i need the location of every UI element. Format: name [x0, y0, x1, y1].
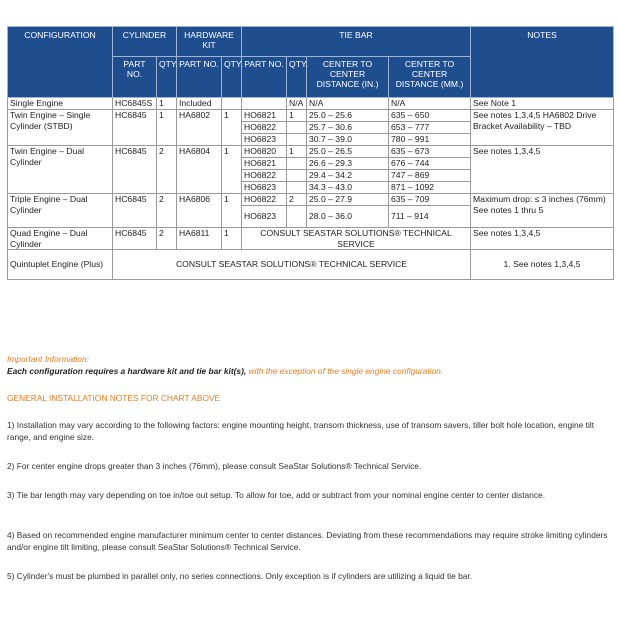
header-hardware-part-no: PART NO.	[177, 57, 222, 98]
header-center-mm: CENTER TO CENTER DISTANCE (MM.)	[389, 57, 471, 98]
center-in-cell: 25.7 – 30.6	[307, 122, 389, 134]
config-cell: Quintuplet Engine (Plus)	[8, 250, 113, 280]
center-mm-cell: 747 – 869	[389, 170, 471, 182]
cylinder-qty-cell: 2	[157, 194, 177, 228]
hardware-part-cell: HA6804	[177, 146, 222, 194]
header-notes: NOTES	[471, 27, 614, 98]
tiebar-part-cell: HO6820	[242, 146, 287, 158]
config-cell: Quad Engine – Dual Cylinder	[8, 228, 113, 250]
tiebar-qty-cell: 2	[287, 194, 307, 206]
cylinder-part-cell: HC6845	[113, 110, 157, 146]
tiebar-qty-cell: 1	[287, 146, 307, 158]
installation-notes-title: GENERAL INSTALLATION NOTES FOR CHART ABOVE	[7, 393, 221, 403]
tiebar-qty-cell	[287, 134, 307, 146]
center-in-cell: 26.6 – 29.3	[307, 158, 389, 170]
hardware-part-cell: HA6811	[177, 228, 222, 250]
notes-cell: See notes 1,3,4,5	[471, 228, 614, 250]
notes-cell: See Note 1	[471, 98, 614, 110]
center-in-cell: 30.7 – 39.0	[307, 134, 389, 146]
cylinder-qty-cell: 2	[157, 228, 177, 250]
notes-cell: 1. See notes 1,3,4,5	[471, 250, 614, 280]
header-tiebar-part-no: PART NO.	[242, 57, 287, 98]
center-in-cell: 28.0 – 36.0	[307, 206, 389, 228]
important-info-title: Important Information:	[7, 354, 89, 364]
tiebar-qty-cell	[287, 206, 307, 228]
tiebar-part-cell: HO6822	[242, 170, 287, 182]
center-mm-cell: 653 – 777	[389, 122, 471, 134]
hardware-qty-cell: 1	[222, 228, 242, 250]
table-row	[8, 110, 614, 122]
header-cylinder: CYLINDER	[113, 27, 177, 57]
hardware-part-cell: HA6802	[177, 110, 222, 146]
hardware-qty-cell: 1	[222, 194, 242, 228]
tiebar-qty-cell	[287, 182, 307, 194]
config-cell: Triple Engine – Dual Cylinder	[8, 194, 113, 228]
tiebar-qty-cell	[287, 158, 307, 170]
config-cell: Twin Engine – Single Cylinder (STBD)	[8, 110, 113, 146]
configuration-table-container	[7, 26, 613, 280]
cylinder-part-cell: HC6845	[113, 146, 157, 194]
table-row	[8, 250, 614, 280]
tiebar-part-cell: HO6822	[242, 122, 287, 134]
header-hardware-kit: HARDWARE KIT	[177, 27, 242, 57]
center-mm-cell: 635 – 650	[389, 110, 471, 122]
important-info-main: Each configuration requires a hardware kit and tie bar kit(s),	[7, 366, 247, 376]
tiebar-part-cell: HO6823	[242, 134, 287, 146]
center-in-cell: 25.0 – 27.9	[307, 194, 389, 206]
header-tie-bar: TIE BAR	[242, 27, 471, 57]
notes-cell: See notes 1,3,4,5 HA6802 Drive Bracket Availability – TBD	[471, 110, 614, 146]
center-in-cell: 34.3 – 43.0	[307, 182, 389, 194]
center-mm-cell: 711 – 914	[389, 206, 471, 228]
consult-technical-service: CONSULT SEASTAR SOLUTIONS® TECHNICAL SERVICE	[242, 228, 471, 250]
header-cylinder-qty: QTY.	[157, 57, 177, 98]
configuration-table	[7, 26, 614, 280]
consult-technical-service: CONSULT SEASTAR SOLUTIONS® TECHNICAL SERVICE	[113, 250, 471, 280]
tiebar-qty-cell: N/A	[287, 98, 307, 110]
header-tiebar-qty: QTY.	[287, 57, 307, 98]
cylinder-qty-cell: 1	[157, 98, 177, 110]
table-row	[8, 228, 614, 250]
important-info-exception: with the exception of the single engine configuration.	[246, 366, 444, 376]
tiebar-part-cell: HO6822	[242, 194, 287, 206]
hardware-qty-cell: 1	[222, 146, 242, 194]
installation-note-3: 3) Tie bar length may vary depending on toe in/toe out setup. To allow for toe, add or subtract from your nominal engine center to center distance.	[7, 490, 546, 500]
header-hardware-qty: QTY.	[222, 57, 242, 98]
installation-note-1: 1) Installation may vary according to the following factors: engine mounting height, transom thickness, use of transom savers, tiller bolt hole location, engine tilt range, and engine size.	[7, 420, 595, 442]
tiebar-part-cell	[242, 98, 287, 110]
tiebar-part-cell: HO6821	[242, 110, 287, 122]
cylinder-part-cell: HC6845	[113, 194, 157, 228]
table-row	[8, 194, 614, 206]
center-mm-cell: 780 – 991	[389, 134, 471, 146]
table-row	[8, 146, 614, 158]
center-in-cell: 25.0 – 26.5	[307, 146, 389, 158]
center-mm-cell: 635 – 673	[389, 146, 471, 158]
center-mm-cell: 635 – 709	[389, 194, 471, 206]
table-row	[8, 98, 614, 110]
hardware-part-cell: Included	[177, 98, 222, 110]
notes-cell: See notes 1,3,4,5	[471, 146, 614, 194]
config-cell: Twin Engine – Dual Cylinder	[8, 146, 113, 194]
cylinder-part-cell: HC6845	[113, 228, 157, 250]
cylinder-qty-cell: 2	[157, 146, 177, 194]
hardware-qty-cell	[222, 98, 242, 110]
cylinder-qty-cell: 1	[157, 110, 177, 146]
tiebar-part-cell: HO6823	[242, 206, 287, 228]
installation-note-4: 4) Based on recommended engine manufacturer minimum center to center distances. Deviating from these recommendations may require stroke limiting cylinders and/or engine tilt limiting, please consult SeaStar Solutions® Technical Service.	[7, 530, 608, 552]
tiebar-qty-cell	[287, 122, 307, 134]
hardware-part-cell: HA6806	[177, 194, 222, 228]
notes-cell: Maximum drop: ≤ 3 inches (76mm) See notes 1 thru 5	[471, 194, 614, 228]
center-in-cell: N/A	[307, 98, 389, 110]
hardware-qty-cell: 1	[222, 110, 242, 146]
header-center-in: CENTER TO CENTER DISTANCE (IN.)	[307, 57, 389, 98]
installation-note-2: 2) For center engine drops greater than 3 inches (76mm), please consult SeaStar Solutions® Technical Service.	[7, 461, 422, 471]
config-cell: Single Engine	[8, 98, 113, 110]
center-mm-cell: 871 – 1092	[389, 182, 471, 194]
tiebar-qty-cell	[287, 170, 307, 182]
header-configuration: CONFIGURATION	[8, 27, 113, 98]
installation-note-5: 5) Cylinder's must be plumbed in parallel only, no series connections. Only exception is if cylinders are utilizing a liquid tie bar.	[7, 571, 473, 581]
tiebar-qty-cell: 1	[287, 110, 307, 122]
header-cylinder-part-no: PART NO.	[113, 57, 157, 98]
cylinder-part-cell: HC6845S	[113, 98, 157, 110]
center-in-cell: 25.0 – 25.6	[307, 110, 389, 122]
center-mm-cell: 676 – 744	[389, 158, 471, 170]
center-mm-cell: N/A	[389, 98, 471, 110]
tiebar-part-cell: HO6823	[242, 182, 287, 194]
tiebar-part-cell: HO6821	[242, 158, 287, 170]
center-in-cell: 29.4 – 34.2	[307, 170, 389, 182]
important-info-body	[7, 365, 613, 377]
